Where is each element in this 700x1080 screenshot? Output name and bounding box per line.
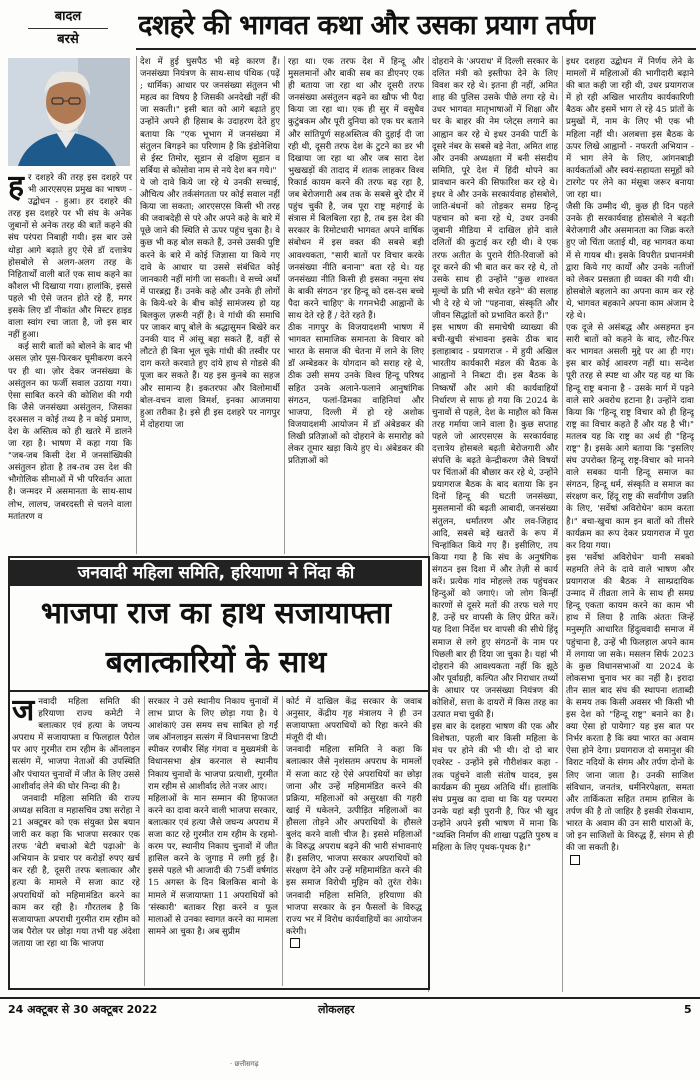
story2-column-1 — [12, 696, 140, 986]
story2-column-2 — [148, 696, 278, 986]
main-headline: दशहरे की भागवत कथा और उसका प्रयाग तर्पण — [138, 10, 595, 41]
story1-col1-para2: कई सारी बातों को बोलने के बाद भी असल ज़ोर पूस-फिरकर घूमीकरण करने पर ही था। ज़ोर देकर जनसंख्या के असंतुलन का फर्जी सवाल उठाया गया। ऐसा साबित करने की कोशिश की गयी कि जैसे जनसंख्या असंतुलन, जिसका दरअसल न कोई तथ्य है न कोई प्रमाण, देश के अस्तित्व को ही खतरे में डालने जा रहा है। भाषण में कहा गया कि "जब-जब किसी देश में जनसांख्यिकी असंतुलन होता है तब-तब उस देश की भौगोलिक सीमाओं में भी परिवर्तन आता है। जन्मदर में असमानता के साथ-साथ लोभ, लालच, जबरदस्ती से चलने वाला मतांतरण व — [8, 342, 132, 522]
byline — [8, 8, 128, 52]
story2-column-3 — [286, 696, 422, 986]
column-divider — [562, 56, 563, 992]
story2-headline-rule — [8, 690, 428, 692]
story1-col4-text: दोहराने के 'अपराध' में दिल्ली सरकार के दलित मंत्री को इस्तीफा देने के लिए विवश कर रहे थे। इतना ही नहीं, अमित शाह की पुलिस उसके पीछे लगा रहे थे। उधर भागवत मातृभाषाओं में शिक्षा और घर के बाहर की नेम प्लेट्स लगाने का आह्वान कर रहे थे इधर उनकी पार्टी के दूसरे नंबर के सबसे बड़े नेता, अमित शाह और उनकी अध्यक्षता में बनी संसदीय समिति, पूरे देश में हिंदी थोपने का प्रावधान करने की सिफारिश कर रहे थे। इधर वे और उनके सरकार्यवाह होसबोले, जाति-बंधनों को तोड़कर समग्र हिन्दू पहचान को बना रहे थे, उधर उनकी जुबानी मीडिया में दाखिल होने वाले दलितों की कुटाई कर रही थी। वे एक तरफ अतीत के पुराने रीति-रिवाजों को दूर करने की भी बात कर कर रहे थे, तो उसके साथ ही उन्होंने "कुछ शाश्वत मूल्यों के प्रति भी सचेत रहने" की सलाह भी दे रहे थे जो "पहनावा, संस्कृति और जीवन सिद्धांतों को प्रभावित करते हैं।" इस भाषण की समाचेषी व्याख्या की बची-खुची संभावना इसके ठीक बाद इलाहाबाद - प्रयागराज - में हुयी अखिल भारतीय कार्यकारी मंडल की बैठक के आह्वानों ने निबटा दी। इस बैठक के निष्कर्षों और आगे की कार्यवाहियों निर्धारण से साफ हो गया कि 2024 के चुनावों से पहले, देश के माहौल को किस तरह गर्माया जाने वाला है। कुछ सप्ताह पहले जो आरएसएस के सरकार्यवाह दत्तात्रेय होसबले बढ़ती बेरोजगारी और संपत्ति के बढ़ते केन्द्रीकरण जैसे विषयों पर चिंताओं की बौछार कर रहे थे, उन्होंने प्रयागराज बैठक के बाद बताया कि इन दिनों हिन्दू की घटती जनसंख्या, मुसलमानों की बढ़ती आबादी, जनसंख्या संतुलन, धर्मांतरण और लव-जिहाद आदि, सबसे बड़े खतरों के रूप में चिन्हांकित किये गए हैं। इसीलिए, तय किया गया है कि संघ के अनुषंगिक संगठन इस दिशा में और तेज़ी से कार्य करें। प्रत्येक गांव मोहल्ले तक पहुंचकर हिन्दुओं को जगाएं। जो लोग किन्हीं कारणों से दूसरे मतों की तरफ चले गए हैं, उन्हें घर वापसी के लिए प्रेरित करें। यह दिशा निर्देश घर वापसी की सीधे हिंदू समाज से लगे हुए संगठनों के नाम पर पिछली बार ही दिया जा चुका है। यहां भी दोहराने की आवश्यकता नहीं कि झूठे और पूर्वाग्रही, कल्पित और निराधार तथ्यों के आधार पर जनसंख्या नियंत्रण की कोशिशें, सत्ता के दायरों में किस तरह का उत्पात मचा चुकी हैं। इस बार के दशहरा भाषण की एक और विशेषता, पहली बार किसी महिला के मंच पर होने की भी थी। दो दो बार एवरेस्ट - उन्होंने इसे गौरीशंकर कहा - तक पहुंचने वाली संतोष यादव, इस कार्यक्रम की मुख्य अतिथि थीं। हालांकि संघ प्रमुख का दावा था कि यह परम्परा उनके यहां बड़ी पुरानी है, फिर भी खुद उन्होंने अपने इसी भाषण में माना कि "व्यक्ति निर्माण की शाखा पद्धति पुरुष व महिला के लिए पृथक-पृथक है।" — [432, 57, 558, 854]
column-divider — [282, 696, 283, 986]
story1-column-5 — [566, 56, 694, 990]
story2-col1-para2: जनवादी महिला समिति की राज्य अध्यक्ष सविता व महासचिव उषा सरोहा ने 21 अक्टूबर को एक संयुक्त प्रेस बयान जारी कर कहा कि भाजपा सरकार एक तरफ 'बेटी बचाओ बेटी पढ़ाओ' के अभियान के प्रचार पर करोड़ों रुपए खर्च कर रही है, दूसरी तरफ बलात्कार और हत्या के मामले में सजा काट रहे अपराधियों को महिमामंडित करने का काम कर रही है। गौरतलब है कि सजायाफ्ता अपराधी गुरमीत राम रहीम को जब पैरोल पर छोड़ा गया तभी यह अंदेशा जताया जा रहा था कि भाजपा — [12, 793, 140, 949]
author-photo — [8, 58, 130, 166]
byline-surname: बरसे — [28, 28, 108, 49]
column-divider — [284, 56, 285, 554]
end-mark-icon — [290, 938, 300, 948]
headline-rule — [136, 48, 696, 50]
column-divider — [136, 56, 137, 554]
story2-kicker: जनवादी महिला समिति, हरियाणा ने निंदा की — [10, 560, 422, 586]
footer-publication: लोकलहर — [318, 1003, 355, 1016]
story2-col2-text: सरकार ने उसे स्थानीय निकाय चुनावों में लाभ प्राप्त के लिए छोड़ा गया है। ये आशंकाएं उस समय सच साबित हो गईं जब ऑनलाइन सत्संग में विधानसभा डिप्टी स्पीकर रणबीर सिंह गंगवा व मुख्यमंत्री के विधानसभा क्षेत्र करनाल से स्थानीय निकाय चुनावों के भाजपा प्रत्याशी, गुरमीत राम रहीम से आशीर्वाद लेते नजर आए। महिलाओं के मान सम्मान की हिफाजत करने का दावा करने वाली भाजपा सरकार, बलात्कार एवं हत्या जैसे जघन्य अपराध में सजा काट रहे गुरमीत राम रहीम के रहमो-करम पर, स्थानीय निकाय चुनावों में जीत हासिल करने के जुगाड़ में लगी हुई है। इससे पहले भी आजादी की 75वीं वर्षगांठ 15 अगस्त के दिन बिलकिस बानो के मामले में सजायाफ्ता 11 अपराधियों को 'संस्कारी' बताकर रिहा करने व फूल मालाओं से उनका स्वागत करने का मामला सामने आ चुका है। अब सुप्रीम — [148, 697, 278, 937]
story1-dropcap: ह — [8, 172, 24, 204]
footer-rule — [0, 997, 700, 999]
story1-column-2 — [140, 56, 280, 552]
story1-column-1 — [8, 172, 132, 552]
footer-page-number: 5 — [684, 1003, 692, 1016]
story2-col3-text: कोर्ट में दाखिल केंद्र सरकार के जवाब अनुसार, केंद्रीय गृह मंत्रालय ने ही उन सजायाफ्ता अपराधियों को रिहा करने की मंजूरी दी थी। जनवादी महिला समिति ने कहा कि बलात्कार जैसे नृशंसतम अपराध के मामलों में सजा काट रहे ऐसे अपराधियों का छोड़ा जाना और उन्हें महिमामंडित करने की प्रक्रिया, महिलाओं को असुरक्षा की गहरी खाई में धकेलने, उत्पीड़ित महिलाओं का हौसला तोड़ने और अपराधियों के हौसले बुलंद करने वाली चीज है। इससे महिलाओं के विरुद्ध अपराध बढ़ने की भारी संभावनाएं हैं। इसलिए, भाजपा सरकार अपराधियों को संरक्षण देने और उन्हें महिमामंडित करने की इस समाज विरोधी मुहिम को तुरंत रोके। जनवादी महिला समिति, हरियाणा की भाजपा सरकार के इन फैसलों के विरुद्ध राज्य भर में विरोध कार्यवाहियों का आयोजन करेगी। — [286, 697, 422, 937]
bottom-note: · छत्तीसगढ़ — [230, 1060, 259, 1068]
story1-col1-para1: र दशहरे की तरह इस दशहरे पर भी आरएसएस प्रमुख का भाषण - उद्बोधन - हुआ। हर दशहरे की तरह इस दशहरे पर भी संघ के अनेक जुबानों से अनेक तरह की बातें कहने की संघ परंपरा निबाही गयी। इस बार उसे थोड़ा आगे बढ़ाते हुए ऐसे डॉ दत्तात्रेय होसबोले से अलग-अलग तरह के निहितार्थों वाली बातें एक साथ कहने का कौशल भी दिखाया गया। हालांकि, इससे पहले भी ऐसे जतन होते रहे हैं, मगर इसके लिए डॉ नीकांत और मिस्टर हाइड वाला स्वांग रचा जाता है, जो इस बार नहीं हुआ। — [8, 173, 132, 341]
story1-column-3 — [288, 56, 424, 552]
end-mark-icon — [570, 855, 580, 865]
story2-headline-line1: भाजपा राज का हाथ सजायाफ्ता — [40, 596, 392, 631]
story1-col3-text: रहा था। एक तरफ देश में हिन्दू और मुसलमानों और बाकी सब का डीएनए एक ही बताया जा रहा था और दूसरी तरफ जनसंख्या असंतुलन बढ़ने का खौफ भी पैदा किया जा रहा था। एक ही सुर में वसुधैव कुटुंबकम और पूरी दुनिया को एक घर बताने और सांतिपूर्ण सहअस्तित्व की दुहाई दी जा रही थी, दूसरी तरफ देश के टुटने का डर भी दिखाया जा रहा था और जब सारा देश भुखखड़ों की तादाद में शतक लाहकर विश्व रिकार्ड कायम करने की तरफ बढ़ रहा है, जब बेरोजगारी अब तक के सबसे बुरे दौर में पहुंच चुकी है, जब पूरा राष्ट्र महंगाई के संत्रास में बिलबिला रहा है, तब इस देश की सरकार के रिमोटधारी भागवत अपने वार्षिक संबोधन में इस वक्त की सबसे बड़ी आवश्यकता, "सारी बातों पर विचार करके जनसंख्या नीति बनाना" बता रहे थे। यह जनसंख्या नीति किसी ही इसका नमूना संघ के बाकी संगठन 'हर हिन्दू को दस-दस बच्चे पैदा करने चाहिए' के गगनभेदी आह्वानों के साथ देते रहे हैं / देते रहते हैं। ठीक नागपुर के विजयादशमी भाषण में भागवत सामाजिक समानता के विचार को भारत के समाज की चेतना में लाने के लिए डॉ अम्बेडकर के योगदान को सराह रहे थे, ठीक उसी समय उनके विश्व हिन्दू परिषद सहित उनके अलाने-फलाने आनुषांगिक संगठन, फलां-ढिमका वाहिनियां और भाजपा, दिल्ली में हो रहे अशोक विजयादशमी आयोजन में डॉ अंबेडकर की लिखी प्रतिज्ञाओं को दोहराने के समारोह को लेकर तूमार खड़ा किये हुए थे। अंबेडकर की प्रतिज्ञाओं को — [288, 57, 424, 467]
story1-column-4 — [432, 56, 558, 990]
story2-headline-line2: बलात्कारियों के साथ — [105, 645, 327, 680]
author-portrait-image — [8, 58, 130, 166]
column-divider — [144, 696, 145, 986]
story1-col2-text: देश में हुई घुसपैठ भी बड़े कारण हैं। जनसंख्या नियंत्रण के साथ-साथ पंथिक (पढ़ें ; धार्मिक) आधार पर जनसंख्या संतुलन भी महत्व का विषय है जिसकी अनदेखी नहीं की जा सकती।" इसी बात को आगे बढ़ाते हुए उन्होंने अपने ही हिसाब के उदाहरण देते हुए बताया कि "एक भूभाग में जनसंख्या में संतुलन बिगड़ने का परिणाम है कि इंडोनेशिया से ईस्ट तिमोर, सूडान से दक्षिण सूडान व सर्बिया से कोसोवा नाम से नये देश बन गये।" ये जो दावे किये जा रहे थे उनकी सच्चाई, औचित्य और तर्कसंगतता पर कोई सवाल नहीं किया जा सकता; आरएसएस किसी भी तरह की जवाबदेही से परे और अपने कहे के बारे में पूछे जाने की स्थिति से ऊपर पहुंच चुका है। वे कुछ भी कह बोल सकते हैं, उनसे उसकी पुष्टि करने के बारे में कोई जिज्ञासा या किये गए दावे के आधार या उससे संबंधित कोई जानकारी नहीं मांगी जा सकती। वे सच्चे अर्थों में पारब्रह्म हैं। उनके कहे और उनके ही लोगों के किये-धरे के बीच कोई सामंजस्य हो यह बिलकुल ज़रूरी नहीं है। वे गांधी की समाधि पर जाकर बापू बोले के श्रद्धासुमन बिखेरे कर उनकी याद में आंसू बहा सकते हैं, वहीं से लौटते ही बिना भूल चूके गांधी की तस्वीर पर दाग करते करवाते हुए दांये हाथ से गोडसे की पूजा कर सकते हैं। यह इस कुनबे का सहज और सामान्य है। इकतरफा और विलोमार्थी बोल-वचन वाला विमर्श, इनका आजमाया हुआ तरीका है। इसे ही इस दशहरे पर नागपुर में दोहराया जा — [140, 57, 280, 430]
footer-date: 24 अक्टूबर से 30 अक्टूबर 2022 — [8, 1003, 158, 1016]
story2-dropcap: ज — [12, 696, 35, 728]
story2-col1-para1: नवादी महिला समिति की हरियाणा राज्य कमेटी ने बलात्कार एवं हत्या के जघन्य अपराध में सजायाफ्ता व फिलहाल पैरोल पर आए गुरमीत राम रहीम के ऑनलाइन सत्संग में, भाजपा नेताओं की उपस्थिति और पंचायत चुनावों में जीत के लिए उससे आशीर्वाद लेने की घोर निन्दा की है। — [12, 697, 140, 792]
byline-name: बादल — [54, 9, 82, 24]
story1-col5-text: इधर दशहरा उद्बोधन में निर्णय लेने के मामलों में महिलाओं की भागीदारी बढ़ाने की बात कही जा रही थी, उधर प्रयागराज में हो रही अखिल भारतीय कार्यकारिणी बैठक और इसमें भाग ले रहे 45 प्रांतों के प्रमुखों में, नाम के लिए भी एक भी महिला नहीं थी। अलबत्ता इस बैठक के ऊपर लिखे आह्वानों - नफरती अभियान - में भाग लेने के लिए, आंगनबाड़ी कार्यकर्ताओं और स्वयं-सहायता समूहों को टारगेट पर लेने का मंसूबा जरूर बनाया जा रहा था। जैसी कि उम्मीद थी, कुछ ही दिन पहले उनके ही सरकार्यवाह होसबोले ने बढ़ती बेरोजगारी और असमानता का जिक्र करते हुए जो चिंता जताई थी, वह भागवत कथा में से गायब थी। इसके विपरीत प्रधानमंत्री द्वारा किये गए कार्यों और उनके नतीजों को लेकर प्रसन्नता ही व्यक्त की गयी थी। होसबोले बहलाने का अपना काम कर रहे थे, भागवत बहकाने अपना काम अंजाम दे रहे थे। एक दूजे से असंबद्ध और असहमत इन सारी बातों को कहने के बाद, लौट-फिर कर भागवत असली मुद्दे पर आ ही गए। इस बार कोई आवरण नहीं था। सन्देश पूरी तरह से स्पष्ट था और यह यह था कि हिन्दू राष्ट्र बनाना है - उसके मार्ग में पड़ने वाले सारे अवरोध हटाना है। उन्होंने दावा किया कि "हिन्दू राष्ट्र विचार को ही हिन्दू राष्ट्र का विचार कहते हैं और यह है भी।" मतलब यह कि राष्ट्र का अर्थ ही "हिन्दू राष्ट्र" है। इसके आगे बताया कि "इसलिए संघ उपरोक्त हिन्दू राष्ट्र-विचार को मानने वाले सबका यानी हिन्दू समाज का संगठन, हिन्दू धर्म, संस्कृति व समाज का संरक्षण कर, हिंदू राष्ट्र की सर्वांगीण उन्नति के लिए, 'सर्वेषां अविरोधेन' काम करता है।" बचा-खुचा काम इन बातों को तीसरे कार्यक्रम का रूप देकर प्रयागराज में पूरा कर दिया गया। इस 'सर्वेषां अविरोधेन' यानी सबको सहमति लेने के दावे वाले भाषण और प्रयागराज की बैठक ने साम्प्रदायिक उन्माद में तीव्रता लाने के साथ ही समग्र हिन्दू एकता कायम करने का काम भी हाथ में लिया है ताकि अंततः जिन्हें मनुस्मृति आधारित हिंदुत्ववादी समाज में पहुंचाना है, उन्हें भी फिलहाल अपने काम में लगाया जा सके। मसलन सिर्फ 2023 के कुछ विधानसभाओं या 2024 के लोकसभा चुनाव भर का नहीं है। इरादा तीन साल बाद संघ की स्थापना शताब्दी के समय तक किसी अवसर भी किसी भी इस देश को "हिन्दू राष्ट्र" बनाने का है। क्या ऐसा हो पायेगा? यह इस बात पर निर्भर करता है कि क्या भारत का अवाम ऐसा होने देगा। प्रयागराज दो समानुश की विराट नदियों के संगम और तर्पण दोनों के लिए जाना जाता है। उनकी साजिश संविधान, जनतंत्र, धर्मनिरपेक्षता, समता और तार्किकता सहित तमाम हासिल के तर्पण की है तो जाहिर है इसकी रोकथाम, भारत के अवाम की उन सारी धाराओं के, जो इन साजिशों के विरुद्ध हैं, संगम से ही की जा सकती है। — [566, 57, 694, 854]
